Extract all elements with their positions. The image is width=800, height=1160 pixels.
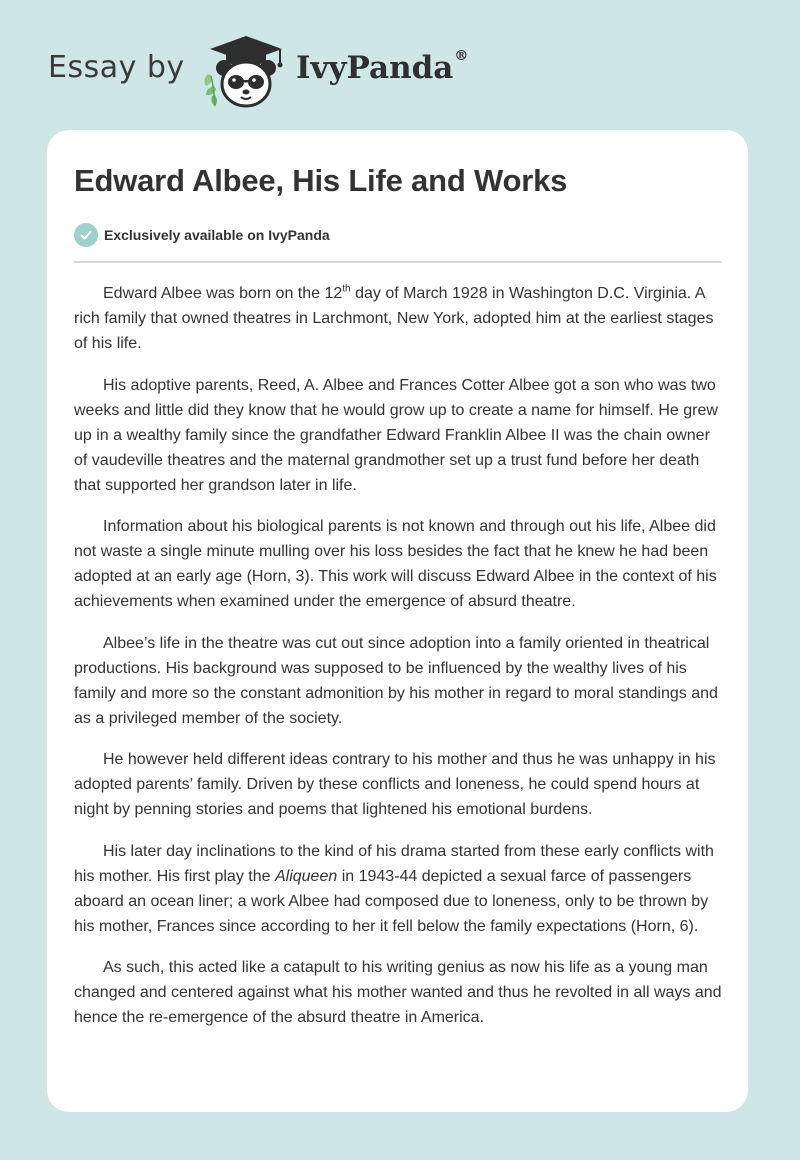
check-icon	[74, 223, 98, 247]
divider	[74, 261, 722, 263]
article-card	[47, 130, 748, 1112]
paragraph-1	[74, 281, 724, 356]
paragraph-1-text-b: day of March 1928 in Washington D.C. Virginia. A rich family that owned theatres in Larchmont, New York, adopted him at the earliest stages of his life.	[74, 285, 714, 352]
paragraph-5: He however held different ideas contrary to his mother and thus he was unhappy in his adopted parents’ family. Driven by these conflicts and loneness, he could spend hours at night by penning stories and poems that lightened his emotional burdens.	[74, 751, 716, 818]
exclusive-badge	[74, 222, 330, 247]
article-title: Edward Albee, His Life and Works	[74, 163, 568, 198]
panda-graduate-icon[interactable]	[200, 34, 292, 110]
brand-logo[interactable]	[296, 50, 468, 86]
site-header	[0, 0, 800, 130]
essay-by-label: Essay by	[48, 50, 185, 85]
brand-name: IvyPanda	[296, 50, 454, 86]
ordinal-suffix: th	[342, 283, 351, 295]
play-title: Aliqueen	[274, 867, 338, 885]
paragraph-1-text-a: Edward Albee was born on the 12	[103, 285, 343, 302]
paragraph-6-text-a: His later day inclinations to the kind of his drama started from these early conflicts with his mother. His first play the	[74, 842, 714, 885]
paragraph-2: His adoptive parents, Reed, A. Albee and Frances Cotter Albee got a son who was two weeks and little did they know that he would grow up to create a name for himself. He grew up in a wealthy family since the grandfather Edward Franklin Albee II was the chain owner of vaudeville theatres and the maternal grandmother set up a trust fund before her death that supported her grandson later in life.	[74, 376, 718, 494]
paragraph-4: Albee’s life in the theatre was cut out since adoption into a family oriented in theatrical productions. His background was supposed to be influenced by the wealthy lives of his family and more so the constant admonition by his mother in regard to moral standings and as a privileged member of the society.	[74, 634, 718, 727]
article-body	[74, 281, 724, 1047]
exclusive-label: Exclusively available on IvyPanda	[104, 226, 330, 243]
paragraph-7: As such, this acted like a catapult to his writing genius as now his life as a young man changed and centered against what his mother wanted and thus he revolted in all ways and hence the re-emergence of the absurd theatre in America.	[74, 959, 722, 1026]
paragraph-6	[74, 839, 724, 939]
registered-mark: ®	[454, 48, 469, 64]
paragraph-3: Information about his biological parents is not known and through out his life, Albee did not waste a single minute mulling over his loss besides the fact that he knew he had been adopted at an early age (Horn, 3). This work will discuss Edward Albee in the context of his achievements when examined under the emergence of absurd theatre.	[74, 518, 717, 610]
paragraph-6-text-b: in 1943-44 depicted a sexual farce of passengers aboard an ocean liner; a work Albee had composed due to loneness, only to be thrown by his mother, Frances since according to her it fell below the family expectations (Horn, 6).	[74, 867, 709, 935]
